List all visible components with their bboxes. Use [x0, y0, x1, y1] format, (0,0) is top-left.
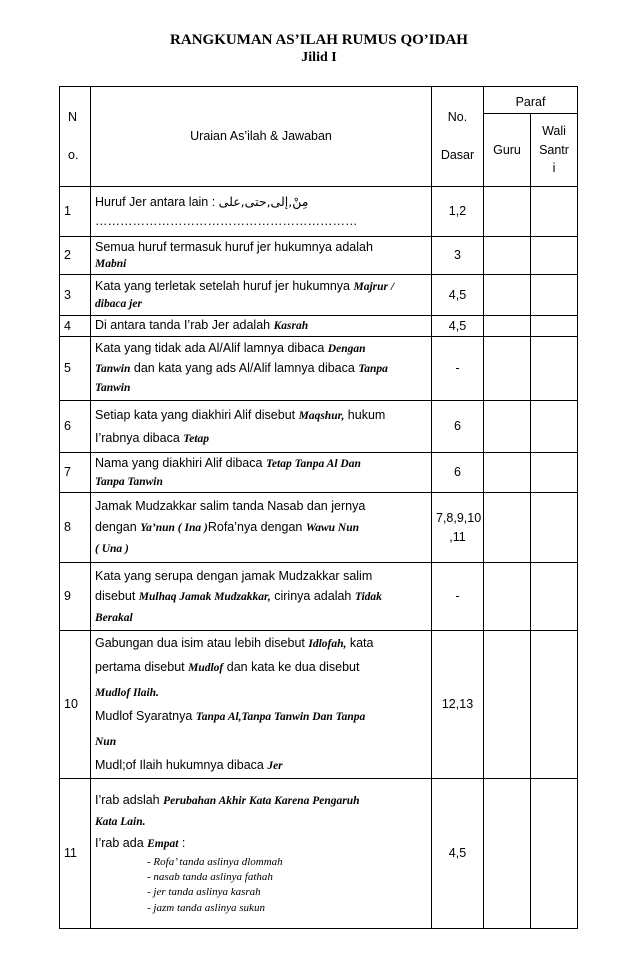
row-text: Semua huruf termasuk huruf jer hukumnya adalah Mabni [91, 237, 432, 275]
row-number: 5 [60, 337, 91, 401]
row-number: 9 [60, 563, 91, 631]
row-number: 8 [60, 493, 91, 563]
header-guru: Guru [484, 114, 531, 187]
header-uraian: Uraian As’ilah & Jawaban [91, 87, 432, 187]
irab-item: - jazm tanda aslinya sukun [147, 901, 265, 914]
row-number: 3 [60, 275, 91, 316]
summary-table [59, 86, 578, 929]
header-no: N o. [60, 87, 91, 187]
row-number: 10 [60, 631, 91, 779]
header-row [60, 87, 578, 114]
table-row [60, 337, 578, 401]
irab-item: - Rofa’ tanda aslinya dlommah [147, 855, 283, 868]
header-paraf: Paraf [484, 87, 578, 114]
row-dasar: 7,8,9,10 ,11 [432, 493, 484, 563]
table-row [60, 493, 578, 563]
row-number: 6 [60, 401, 91, 453]
page-title: RANGKUMAN AS’ILAH RUMUS QO’IDAH [170, 32, 468, 48]
row-dasar: 3 [432, 237, 484, 275]
row-dasar: 6 [432, 401, 484, 453]
row-number: 4 [60, 316, 91, 337]
row-text: Gabungan dua isim atau lebih disebut Idlofah, kata pertama disebut Mudlof dan kata ke dua disebut Mudlof Ilaih. Mudlof Syaratnya Tanpa Al,Tanpa Tanwin Dan Tanpa Nun Mudl;of Ilaih hukumnya dibaca Jer [91, 631, 432, 779]
row-text: Huruf Jer antara lain : مِنْ,إلى,حتى,على ……………………………………………………… [91, 187, 432, 237]
table-row [60, 631, 578, 779]
table-row [60, 563, 578, 631]
row-dasar: 6 [432, 453, 484, 493]
row-number: 11 [60, 778, 91, 928]
header-wali: Wali Santr i [531, 114, 578, 187]
row-dasar: 4,5 [432, 778, 484, 928]
row-dasar: - [432, 337, 484, 401]
row-number: 1 [60, 187, 91, 237]
table-row [60, 778, 578, 928]
row-text: Jamak Mudzakkar salim tanda Nasab dan jernya dengan Ya’nun ( Ina )Rofa’nya dengan Wawu Nun ( Una ) [91, 493, 432, 563]
table-row [60, 237, 578, 275]
row-text: I’rab adslah Perubahan Akhir Kata Karena Pengaruh Kata Lain. I’rab ada Empat : - Rofa’ tanda aslinya dlommah - nasab tanda aslinya fathah - jer tanda aslinya kasrah - jazm tanda aslinya sukun [91, 778, 432, 928]
table-row [60, 275, 578, 316]
irab-item: - jer tanda aslinya kasrah [147, 886, 261, 899]
row-number: 2 [60, 237, 91, 275]
page-subtitle: Jilid I [301, 50, 337, 65]
row-text: Setiap kata yang diakhiri Alif disebut Maqshur, hukum I’rabnya dibaca Tetap [91, 401, 432, 453]
row-text: Kata yang serupa dengan jamak Mudzakkar salim disebut Mulhaq Jamak Mudzakkar, cirinya adalah Tidak Berakal [91, 563, 432, 631]
table-row [60, 453, 578, 493]
row-dasar: 4,5 [432, 275, 484, 316]
header-dasar: No. Dasar [432, 87, 484, 187]
table-row [60, 316, 578, 337]
row-text: Di antara tanda I’rab Jer adalah Kasrah [91, 316, 432, 337]
table-row [60, 187, 578, 237]
row-dasar: 4,5 [432, 316, 484, 337]
row-dasar: - [432, 563, 484, 631]
row-text: Kata yang terletak setelah huruf jer hukumnya Majrur / dibaca jer [91, 275, 432, 316]
row-dasar: 12,13 [432, 631, 484, 779]
irab-item: - nasab tanda aslinya fathah [147, 870, 273, 883]
row-dasar: 1,2 [432, 187, 484, 237]
table-row [60, 401, 578, 453]
row-text: Kata yang tidak ada Al/Alif lamnya dibaca Dengan Tanwin dan kata yang ads Al/Alif lamnya dibaca Tanpa Tanwin [91, 337, 432, 401]
row-text: Nama yang diakhiri Alif dibaca Tetap Tanpa Al Dan Tanpa Tanwin [91, 453, 432, 493]
row-number: 7 [60, 453, 91, 493]
